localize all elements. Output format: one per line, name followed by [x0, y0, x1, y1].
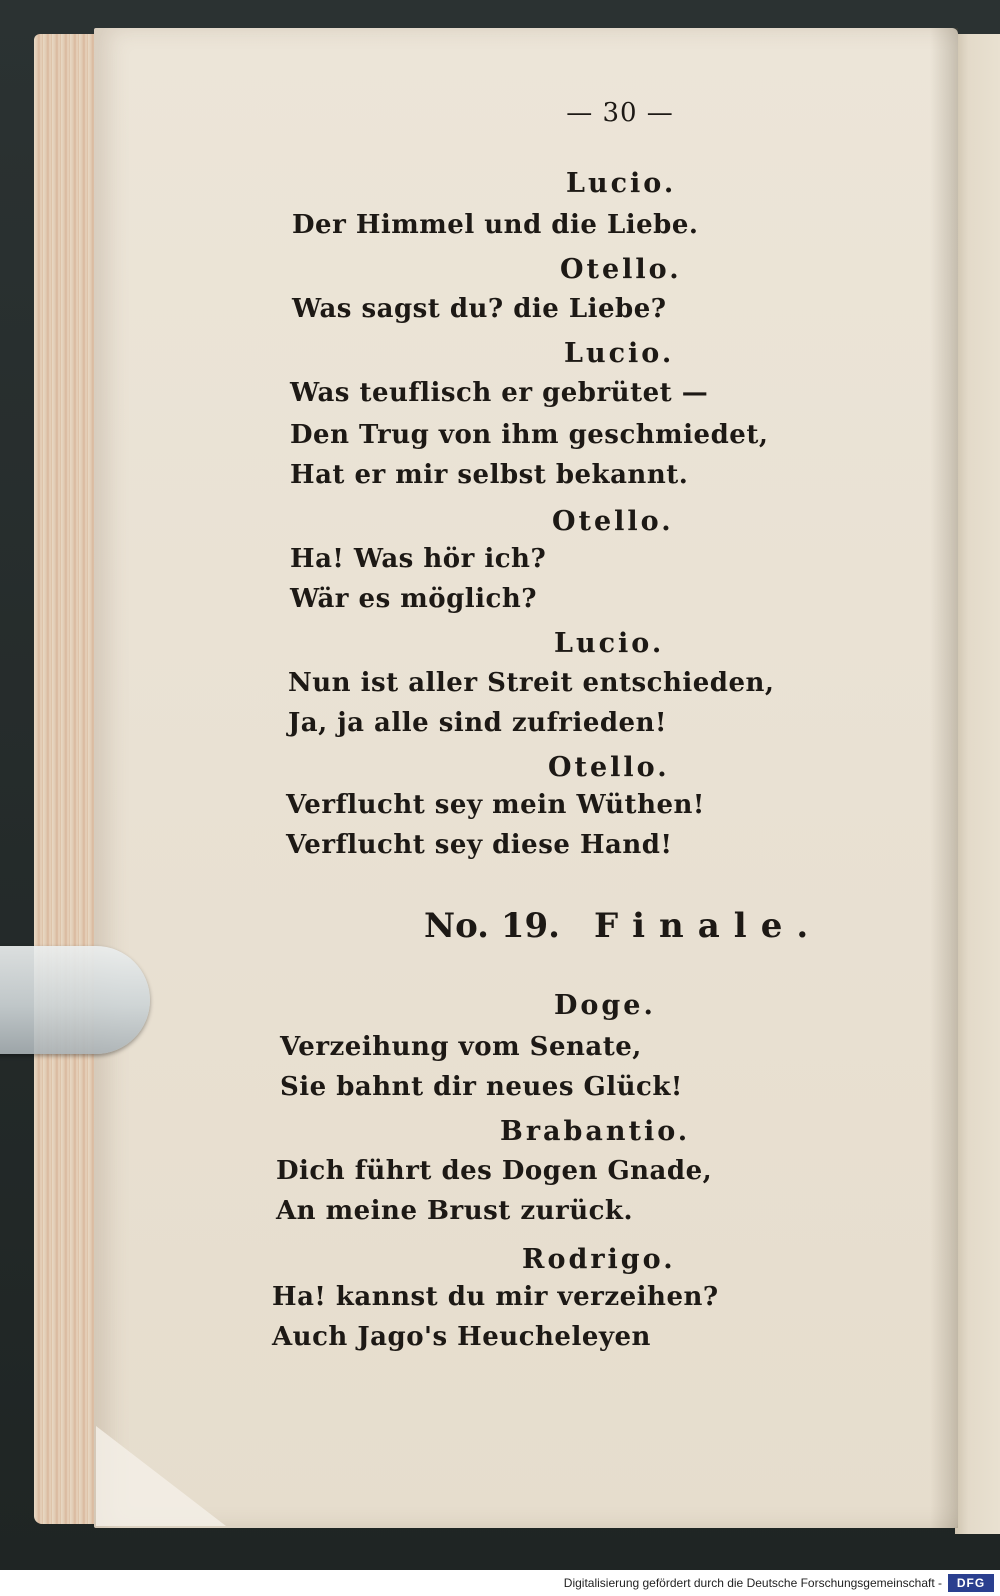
- speaker-name: Doge.: [554, 990, 656, 1021]
- verse-line: Sie bahnt dir neues Glück!: [280, 1072, 683, 1102]
- verse-line: Ja, ja alle sind zufrieden!: [288, 708, 667, 738]
- speaker-name: Rodrigo.: [522, 1244, 676, 1275]
- footer-bar: [0, 1570, 1000, 1596]
- speaker-name: Brabantio.: [500, 1116, 691, 1147]
- speaker-name: Otello.: [548, 752, 670, 783]
- verse-line: Wär es möglich?: [290, 584, 538, 614]
- verse-line: Ha! Was hör ich?: [290, 544, 547, 574]
- verse-line: Hat er mir selbst bekannt.: [290, 460, 689, 490]
- verse-line: Was sagst du? die Liebe?: [292, 294, 667, 324]
- section-title: Finale.: [593, 906, 823, 946]
- verse-line: Verzeihung vom Senate,: [280, 1032, 642, 1062]
- page-number: — 30 —: [566, 98, 674, 128]
- speaker-name: Otello.: [552, 506, 674, 537]
- funding-notice: Digitalisierung gefördert durch die Deutsche Forschungsgemeinschaft -: [563, 1576, 942, 1590]
- speaker-name: Lucio.: [566, 168, 677, 199]
- verse-line: Nun ist aller Streit entschieden,: [288, 668, 775, 698]
- verse-line: Auch Jago's Heucheleyen: [272, 1322, 651, 1352]
- speaker-name: Lucio.: [564, 338, 675, 369]
- verse-line: Dich führt des Dogen Gnade,: [276, 1156, 713, 1186]
- verse-line: Verflucht sey diese Hand!: [286, 830, 673, 860]
- section-number: No. 19.: [424, 906, 560, 946]
- plastic-page-clip: [0, 946, 150, 1054]
- verse-line: Verflucht sey mein Wüthen!: [286, 790, 705, 820]
- dfg-logo-icon: DFG: [948, 1574, 994, 1592]
- section-heading: [424, 906, 822, 946]
- verse-line: Den Trug von ihm geschmiedet,: [290, 420, 769, 450]
- speaker-name: Lucio.: [554, 628, 665, 659]
- verse-line: Ha! kannst du mir verzeihen?: [272, 1282, 719, 1312]
- verse-line: Was teuflisch er gebrütet —: [290, 378, 709, 408]
- verse-line: An meine Brust zurück.: [276, 1196, 633, 1226]
- verse-line: Der Himmel und die Liebe.: [292, 210, 699, 240]
- speaker-name: Otello.: [560, 254, 682, 285]
